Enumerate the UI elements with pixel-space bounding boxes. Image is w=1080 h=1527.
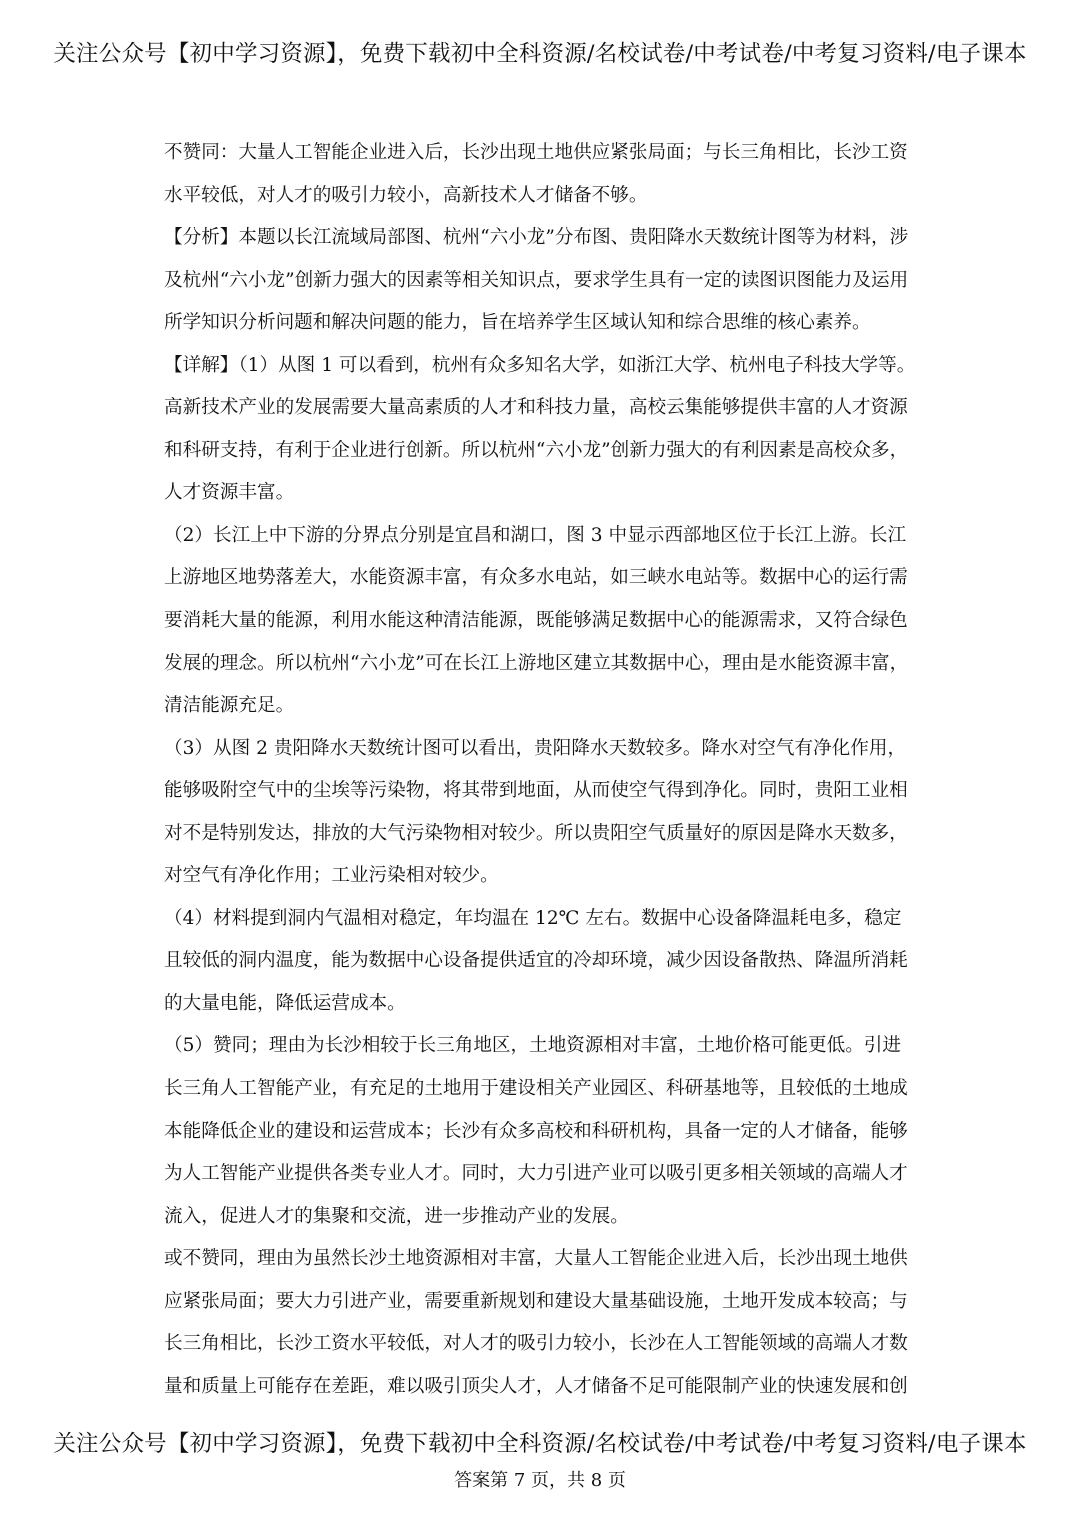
body-line: 及杭州“六小龙”创新力强大的因素等相关知识点，要求学生具有一定的读图识图能力及运用 [164, 269, 909, 291]
body-line: 不赞同：大量人工智能企业进入后，长沙出现土地供应紧张局面；与长三角相比，长沙工资 [164, 142, 908, 163]
body-line: 上游地区地势落差大，水能资源丰富，有众多水电站，如三峡水电站等。数据中心的运行需 [164, 567, 908, 589]
body-line: 长三角相比，长沙工资水平较低，对人才的吸引力较小，长沙在人工智能领域的高端人才数 [164, 1333, 908, 1355]
body-line: 量和质量上可能存在差距，难以吸引顶尖人才，人才储备不足可能限制产业的快速发展和创 [164, 1375, 908, 1397]
answer-body [164, 132, 924, 1408]
body-line: 【分析】本题以长江流域局部图、杭州“六小龙”分布图、贵阳降水天数统计图等为材料，涉 [164, 227, 909, 249]
body-line: 且较低的洞内温度，能为数据中心设备提供适宜的冷却环境，减少因设备散热、降温所消耗 [164, 950, 908, 972]
body-line: 或不赞同，理由为虽然长沙土地资源相对丰富，大量人工智能企业进入后，长沙出现土地供 [164, 1248, 908, 1270]
footer-banner: 关注公众号【初中学习资源】，免费下载初中全科资源/名校试卷/中考试卷/中考复习资料/电子课本 [53, 1431, 1027, 1457]
body-line: 高新技术产业的发展需要大量高素质的人才和科技力量，高校云集能够提供丰富的人才资源 [164, 397, 908, 419]
body-line: 对空气有净化作用；工业污染相对较少。 [164, 865, 499, 887]
body-line: 发展的理念。所以杭州“六小龙”可在长江上游地区建立其数据中心，理由是水能资源丰富， [164, 652, 909, 674]
body-line: 所学知识分析问题和解决问题的能力，旨在培养学生区域认知和综合思维的核心素养。 [164, 312, 871, 334]
body-line: 人才资源丰富。 [164, 482, 295, 504]
body-line: 能够吸附空气中的尘埃等污染物，将其带到地面，从而使空气得到净化。同时，贵阳工业相 [164, 780, 908, 802]
body-line: （2）长江上中下游的分界点分别是宜昌和湖口，图 3 中显示西部地区位于长江上游。长江 [164, 524, 907, 546]
header-banner: 关注公众号【初中学习资源】，免费下载初中全科资源/名校试卷/中考试卷/中考复习资料/电子课本 [53, 41, 1027, 67]
body-line: （4）材料提到洞内气温相对稳定，年均温在 12℃ 左右。数据中心设备降温耗电多，稳定 [164, 907, 902, 929]
body-line: 清洁能源充足。 [164, 695, 295, 717]
body-line: 的大量电能，降低运营成本。 [164, 992, 406, 1014]
body-line: （3）从图 2 贵阳降水天数统计图可以看出，贵阳降水天数较多。降水对空气有净化作用， [164, 737, 907, 759]
body-line: 【详解】（1）从图 1 可以看到，杭州有众多知名大学，如浙江大学、杭州电子科技大学等。 [164, 354, 916, 376]
body-line: 本能降低企业的建设和运营成本；长沙有众多高校和科研机构，具备一定的人才储备，能够 [164, 1120, 908, 1142]
page-number: 答案第 7 页，共 8 页 [454, 1470, 626, 1491]
body-line: 要消耗大量的能源，利用水能这种清洁能源，既能够满足数据中心的能源需求，又符合绿色 [164, 610, 908, 632]
body-line: 长三角人工智能产业，有充足的土地用于建设相关产业园区、科研基地等，且较低的土地成 [164, 1078, 908, 1100]
body-line: 水平较低，对人才的吸引力较小，高新技术人才储备不够。 [164, 184, 648, 206]
body-line: 对不是特别发达，排放的大气污染物相对较少。所以贵阳空气质量好的原因是降水天数多， [164, 822, 908, 844]
body-line: 流入，促进人才的集聚和交流，进一步推动产业的发展。 [164, 1205, 629, 1227]
body-line: 为人工智能产业提供各类专业人才。同时，大力引进产业可以吸引更多相关领域的高端人才 [164, 1163, 908, 1185]
body-line: （5）赞同；理由为长沙相较于长三角地区，土地资源相对丰富，土地价格可能更低。引进 [164, 1035, 901, 1057]
body-line: 应紧张局面；要大力引进产业，需要重新规划和建设大量基础设施，土地开发成本较高；与 [164, 1290, 908, 1312]
body-line: 和科研支持，有利于企业进行创新。所以杭州“六小龙”创新力强大的有利因素是高校众多， [164, 439, 909, 461]
